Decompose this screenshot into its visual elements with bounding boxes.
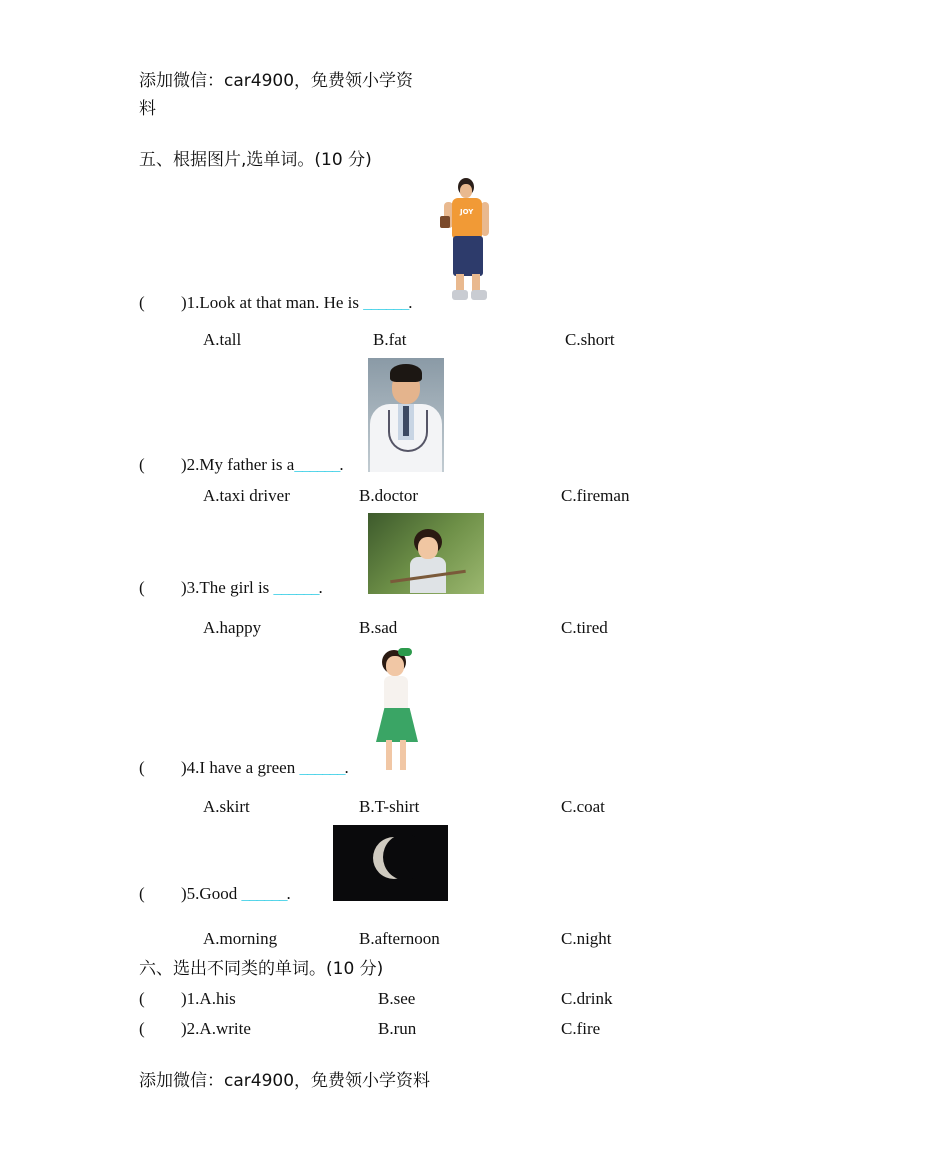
- q1-blank[interactable]: ______: [363, 293, 409, 312]
- q2-paren: (: [139, 455, 145, 474]
- footer-promo: 添加微信：car4900，免费领小学资料: [139, 1071, 431, 1091]
- q4-stem-suffix: .: [344, 758, 349, 777]
- crescent-moon-image: [333, 825, 448, 901]
- q4-stem-prefix: )4.I have a green: [181, 758, 300, 777]
- q3-paren: (: [139, 578, 145, 597]
- section-5-title: 五、根据图片,选单词。(10 分): [139, 150, 372, 170]
- q3-stem-prefix: )3.The girl is: [181, 578, 274, 597]
- q4-blank[interactable]: ______: [299, 758, 345, 777]
- q5-paren: (: [139, 884, 145, 903]
- q2-stem-suffix: .: [339, 455, 344, 474]
- q3-option-b: B.sad: [359, 618, 398, 637]
- s6-q2-paren: (: [139, 1019, 145, 1038]
- q1-option-c: C.short: [565, 330, 615, 349]
- q5-blank[interactable]: ______: [241, 884, 287, 903]
- q1-stem-prefix: )1.Look at that man. He is: [181, 293, 364, 312]
- q5-stem-prefix: )5.Good: [181, 884, 242, 903]
- q1-stem: [181, 293, 413, 313]
- q2-option-b: B.doctor: [359, 486, 419, 505]
- promo-line-2: 料: [139, 99, 156, 119]
- s6-q2-stem: )2.A.write: [181, 1019, 251, 1038]
- q3-blank[interactable]: ______: [273, 578, 319, 597]
- q1-option-b: B.fat: [373, 330, 407, 349]
- s6-q2-option-b: B.run: [378, 1019, 417, 1038]
- q4-stem: [181, 758, 349, 778]
- q5-option-a: A.morning: [203, 929, 278, 948]
- q5-option-b: B.afternoon: [359, 929, 440, 948]
- q1-option-a: A.tall: [203, 330, 242, 349]
- happy-girl-image: [368, 513, 484, 594]
- q5-option-c: C.night: [561, 929, 612, 948]
- q1-paren: (: [139, 293, 145, 312]
- s6-q1-stem: )1.A.his: [181, 989, 236, 1008]
- q4-option-c: C.coat: [561, 797, 605, 816]
- q3-option-c: C.tired: [561, 618, 608, 637]
- q4-option-a: A.skirt: [203, 797, 250, 816]
- girl-green-skirt-image: [372, 646, 424, 774]
- q2-option-c: C.fireman: [561, 486, 630, 505]
- doctor-image: [368, 358, 444, 472]
- promo-line-1: 添加微信：car4900，免费领小学资: [139, 71, 414, 91]
- s6-q1-option-b: B.see: [378, 989, 416, 1008]
- q2-option-a: A.taxi driver: [203, 486, 290, 505]
- q3-stem-suffix: .: [318, 578, 323, 597]
- q5-stem-suffix: .: [286, 884, 291, 903]
- q4-option-b: B.T-shirt: [359, 797, 420, 816]
- q1-stem-suffix: .: [408, 293, 413, 312]
- s6-q2-option-c: C.fire: [561, 1019, 601, 1038]
- q2-blank[interactable]: ______: [294, 455, 340, 474]
- tall-man-image: JOY: [440, 178, 496, 310]
- s6-q1-option-c: C.drink: [561, 989, 613, 1008]
- q3-option-a: A.happy: [203, 618, 262, 637]
- q5-stem: [181, 884, 291, 904]
- q4-paren: (: [139, 758, 145, 777]
- q3-stem: [181, 578, 323, 598]
- section-6-title: 六、选出不同类的单词。(10 分): [139, 959, 384, 979]
- s6-q1-paren: (: [139, 989, 145, 1008]
- q2-stem-prefix: )2.My father is a: [181, 455, 295, 474]
- q2-stem: [181, 455, 344, 475]
